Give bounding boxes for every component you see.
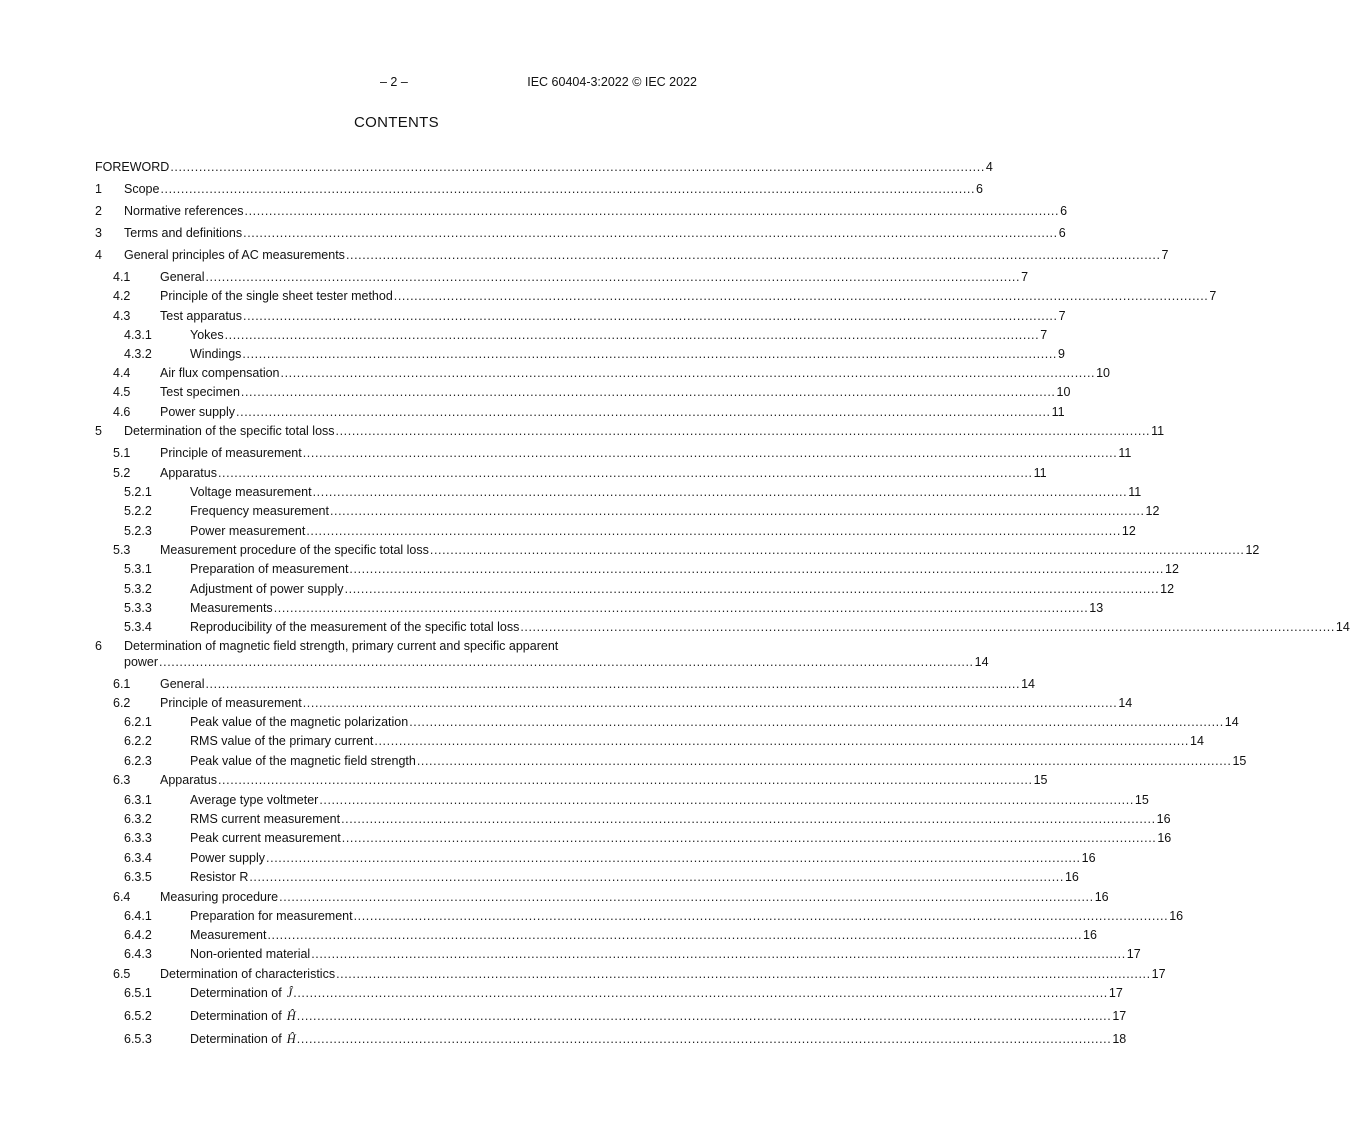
toc-entry-page: 7: [1040, 328, 1048, 342]
toc-entry-line: [190, 503, 1160, 519]
toc-entry[interactable]: [0, 288, 1217, 304]
toc-entry-number: 6.4.3: [124, 947, 152, 961]
toc-entry-number: 6.3.5: [124, 870, 152, 884]
toc-entry-number: 5.3.4: [124, 620, 152, 634]
toc-entry-line: [124, 654, 989, 670]
toc-entry[interactable]: [0, 561, 1179, 577]
toc-entry[interactable]: [0, 247, 1169, 263]
toc-entry[interactable]: [0, 714, 1239, 730]
toc-entry-number: 6.4: [113, 890, 131, 904]
toc-dot-leader: ........................................................................................................................................................................................................: [345, 248, 1161, 262]
toc-dot-leader: ........................................................................................................................................................................................................: [319, 793, 1134, 807]
toc-entry-line: [160, 676, 1035, 692]
toc-dot-leader: ........................................................................................................................................................................................................: [249, 870, 1064, 884]
toc-entry-page: 11: [1128, 485, 1142, 499]
toc-entry-label: Test apparatus: [160, 309, 242, 323]
toc-entry[interactable]: [0, 733, 1204, 749]
page-header-number: – 2 –: [380, 75, 408, 89]
toc-entry-line: [190, 561, 1179, 577]
toc-entry-line: [160, 384, 1071, 400]
toc-entry-label: Air flux compensation: [160, 366, 280, 380]
toc-entry[interactable]: [0, 465, 1047, 481]
toc-dot-leader: ........................................................................................................................................................................................................: [306, 524, 1121, 538]
toc-entry[interactable]: [0, 1008, 1127, 1024]
toc-dot-leader: ........................................................................................................................................................................................................: [170, 160, 985, 174]
toc-dot-leader: ........................................................................................................................................................................................................: [243, 309, 1058, 323]
toc-entry-label-line1: Determination of magnetic field strength, primary current and specific apparent: [124, 639, 559, 653]
toc-entry[interactable]: [0, 346, 1065, 362]
toc-entry[interactable]: [0, 811, 1171, 827]
toc-dot-leader: ........................................................................................................................................................................................................: [393, 289, 1209, 303]
toc-entry-line: [124, 423, 1165, 439]
toc-entry[interactable]: [0, 384, 1071, 400]
toc-entry-number: 5.3.1: [124, 562, 152, 576]
toc-dot-leader: ........................................................................................................................................................................................................: [335, 424, 1151, 438]
toc-entry[interactable]: [0, 927, 1097, 943]
toc-entry-page: 4: [985, 160, 993, 174]
toc-entry-page: 15: [1134, 793, 1149, 807]
toc-entry-line: [160, 445, 1132, 461]
toc-entry-label: Reproducibility of the measurement of the specific total loss: [190, 620, 520, 634]
toc-entry-label: Test specimen: [160, 385, 240, 399]
toc-entry-number: 5.3.3: [124, 601, 152, 615]
toc-entry-number: 2: [95, 204, 102, 218]
toc-entry-number: 6.2.3: [124, 754, 152, 768]
toc-entry-page: 16: [1169, 909, 1184, 923]
toc-entry-line: [190, 484, 1142, 500]
toc-entry-line: [190, 927, 1097, 943]
toc-entry[interactable]: [0, 423, 1165, 439]
toc-entry[interactable]: [0, 327, 1048, 343]
toc-entry-page: 12: [1160, 582, 1175, 596]
toc-entry-page: 9: [1058, 347, 1065, 361]
toc-entry[interactable]: [0, 523, 1136, 539]
toc-entry-line: [190, 1008, 1127, 1024]
toc-entry-label: Yokes: [190, 328, 224, 342]
toc-dot-leader: ........................................................................................................................................................................................................: [266, 851, 1081, 865]
toc-entry-line: [160, 404, 1065, 420]
toc-entry-label: Measurement procedure of the specific total loss: [160, 543, 429, 557]
toc-entry[interactable]: [0, 946, 1141, 962]
toc-entry-number: 6: [95, 639, 102, 653]
toc-entry-label: Frequency measurement: [190, 504, 329, 518]
toc-entry-symbol: Ĥ: [286, 1032, 296, 1046]
toc-entry-page: 16: [1094, 890, 1109, 904]
toc-entry-number: 6.3.2: [124, 812, 152, 826]
toc-entry-page: 14: [974, 655, 989, 669]
toc-dot-leader: ........................................................................................................................................................................................................: [217, 773, 1033, 787]
toc-entry-number: 6.1: [113, 677, 131, 691]
toc-dot-leader: ........................................................................................................................................................................................................: [409, 715, 1224, 729]
toc-entry-line: [190, 792, 1149, 808]
toc-entry[interactable]: [0, 676, 1035, 692]
toc-dot-leader: ........................................................................................................................................................................................................: [353, 909, 1169, 923]
toc-dot-leader: ........................................................................................................................................................................................................: [205, 677, 1021, 691]
toc-entry-page: 16: [1083, 928, 1097, 942]
toc-dot-leader: ........................................................................................................................................................................................................: [296, 1032, 1112, 1046]
toc-entry-label: Determination of the specific total loss: [124, 424, 335, 438]
toc-entry-label: Determination of characteristics: [160, 967, 336, 981]
toc-entry[interactable]: [0, 503, 1160, 519]
toc-entry-number: 5.2.2: [124, 504, 152, 518]
toc-entry-page: 14: [1224, 715, 1239, 729]
toc-entry-label: Power supply: [190, 851, 266, 865]
toc-entry-page: 16: [1157, 831, 1172, 845]
toc-entry[interactable]: [0, 484, 1142, 500]
toc-entry-line: [124, 203, 1068, 219]
toc-entry-number: 5.2.1: [124, 485, 152, 499]
toc-dot-leader: ........................................................................................................................................................................................................: [244, 204, 1060, 218]
toc-entry-page: 14: [1190, 734, 1204, 748]
toc-entry-label: power: [124, 655, 159, 669]
toc-entry-page: 12: [1145, 504, 1160, 518]
toc-entry-line: [190, 908, 1184, 924]
toc-entry-page: 11: [1151, 424, 1165, 438]
toc-entry-number: 6.5.3: [124, 1032, 152, 1046]
toc-entry-page: 11: [1033, 466, 1047, 480]
toc-dot-leader: ........................................................................................................................................................................................................: [205, 270, 1021, 284]
toc-entry-number: 5.3: [113, 543, 131, 557]
toc-entry-page: 7: [1161, 248, 1169, 262]
toc-dot-leader: ........................................................................................................................................................................................................: [160, 182, 976, 196]
toc-entry[interactable]: [0, 269, 1029, 285]
toc-entry-number: 6.5.1: [124, 986, 152, 1000]
toc-entry-page: 13: [1089, 601, 1104, 615]
toc-dot-leader: ........................................................................................................................................................................................................: [341, 831, 1157, 845]
toc-entry-number: 6.2: [113, 696, 131, 710]
toc-dot-leader: ........................................................................................................................................................................................................: [374, 734, 1189, 748]
toc-entry-line: [160, 288, 1217, 304]
toc-entry-line: [160, 695, 1133, 711]
toc-entry-number: 1: [95, 182, 102, 196]
toc-dot-leader: ........................................................................................................................................................................................................: [217, 466, 1033, 480]
toc-entry-line: [190, 619, 1350, 635]
toc-entry-line: [190, 600, 1104, 616]
toc-entry-page: 6: [1060, 204, 1068, 218]
toc-entry-line: [190, 581, 1175, 597]
toc-entry-page: 14: [1118, 696, 1133, 710]
toc-entry-label: Apparatus: [160, 466, 217, 480]
toc-entry-line: [160, 542, 1260, 558]
toc-entry-line: [190, 850, 1096, 866]
toc-entry[interactable]: [0, 830, 1172, 846]
toc-dot-leader: ........................................................................................................................................................................................................: [311, 947, 1126, 961]
toc-entry-number: 6.2.1: [124, 715, 152, 729]
toc-entry[interactable]: [0, 542, 1260, 558]
toc-dot-leader: ........................................................................................................................................................................................................: [312, 485, 1128, 499]
toc-entry-page: 12: [1121, 524, 1136, 538]
toc-entry-page: 12: [1165, 562, 1179, 576]
toc-entry-number: 6.3.3: [124, 831, 152, 845]
toc-entry[interactable]: [0, 869, 1079, 885]
toc-entry[interactable]: [0, 203, 1068, 219]
toc-entry[interactable]: [0, 966, 1166, 982]
toc-entry-number: 4.1: [113, 270, 131, 284]
toc-entry-number: 6.3.1: [124, 793, 152, 807]
toc-entry-label: Power supply: [160, 405, 236, 419]
toc-entry-number: 5.1: [113, 446, 131, 460]
toc-entry-number: 6.4.2: [124, 928, 152, 942]
toc-entry[interactable]: [0, 581, 1175, 597]
toc-entry-line: [160, 365, 1111, 381]
toc-entry-line: [190, 753, 1247, 769]
toc-entry[interactable]: [0, 792, 1149, 808]
toc-entry-label: RMS value of the primary current: [190, 734, 374, 748]
toc-entry-label: Normative references: [124, 204, 244, 218]
toc-entry-number: 6.5.2: [124, 1009, 152, 1023]
toc-entry-page: 17: [1126, 947, 1141, 961]
toc-entry-number: 4.2: [113, 289, 131, 303]
toc-dot-leader: ........................................................................................................................................................................................................: [296, 1009, 1112, 1023]
toc-entry-label: Principle of measurement: [160, 696, 302, 710]
toc-dot-leader: ........................................................................................................................................................................................................: [344, 582, 1160, 596]
toc-entry-line: [190, 523, 1136, 539]
toc-entry-label: Preparation of measurement: [190, 562, 349, 576]
toc-entry-label: Average type voltmeter: [190, 793, 319, 807]
toc-entry-page: 7: [1058, 309, 1066, 323]
toc-entry-number: 4.6: [113, 405, 131, 419]
toc-entry-label: Non-oriented material: [190, 947, 311, 961]
toc-entry-line: [190, 1031, 1127, 1047]
toc-entry-line: [190, 985, 1123, 1001]
toc-entry-page: 10: [1096, 366, 1111, 380]
toc-entry-page: 16: [1064, 870, 1079, 884]
toc-entry-page: 11: [1051, 405, 1065, 419]
toc-entry-symbol: Ĵ: [286, 986, 293, 1000]
toc-dot-leader: ........................................................................................................................................................................................................: [341, 812, 1156, 826]
toc-entry[interactable]: [0, 308, 1066, 324]
toc-dot-leader: ........................................................................................................................................................................................................: [302, 696, 1118, 710]
toc-entry-label: Measurements: [190, 601, 273, 615]
toc-entry-label: Terms and definitions: [124, 226, 243, 240]
toc-entry[interactable]: [0, 159, 993, 175]
toc-entry-number: 6.3: [113, 773, 131, 787]
toc-entry-page: 7: [1209, 289, 1217, 303]
toc-entry-label: Power measurement: [190, 524, 306, 538]
toc-entry-number: 6.5: [113, 967, 131, 981]
toc-entry-number: 4.5: [113, 385, 131, 399]
toc-entry-number: 4: [95, 248, 102, 262]
toc-entry[interactable]: [0, 908, 1184, 924]
toc-entry-label: Resistor R: [190, 870, 249, 884]
toc-entry-label: Measuring procedure: [160, 890, 279, 904]
toc-entry-page: 6: [976, 182, 983, 196]
toc-entry-page: 7: [1021, 270, 1029, 284]
toc-entry[interactable]: [0, 225, 1066, 241]
toc-entry-page: 18: [1112, 1032, 1127, 1046]
toc-entry-page: 15: [1232, 754, 1247, 768]
toc-entry-label: Apparatus: [160, 773, 217, 787]
toc-dot-leader: ........................................................................................................................................................................................................: [243, 226, 1058, 240]
toc-entry[interactable]: [0, 404, 1065, 420]
toc-entry-label: Adjustment of power supply: [190, 582, 344, 596]
toc-entry-label: Preparation for measurement: [190, 909, 353, 923]
toc-entry[interactable]: [0, 772, 1048, 788]
toc-entry-line: [95, 159, 993, 175]
toc-entry-label: FOREWORD: [95, 160, 170, 174]
toc-dot-leader: ........................................................................................................................................................................................................: [280, 366, 1096, 380]
toc-entry-label: Measurement: [190, 928, 267, 942]
toc-entry[interactable]: [0, 619, 1350, 635]
toc-dot-leader: ........................................................................................................................................................................................................: [329, 504, 1145, 518]
toc-entry-page: 12: [1245, 543, 1260, 557]
toc-entry[interactable]: [0, 181, 983, 197]
toc-dot-leader: ........................................................................................................................................................................................................: [273, 601, 1089, 615]
toc-dot-leader: ........................................................................................................................................................................................................: [520, 620, 1335, 634]
toc-entry-number: 4.3: [113, 309, 131, 323]
toc-entry-number: 4.4: [113, 366, 131, 380]
toc-dot-leader: ........................................................................................................................................................................................................: [224, 328, 1040, 342]
toc-entry[interactable]: [0, 695, 1133, 711]
toc-entry-number: 5.3.2: [124, 582, 152, 596]
toc-entry-line: [124, 181, 983, 197]
toc-entry-number: 5: [95, 424, 102, 438]
toc-entry-label: Determination of: [190, 986, 282, 1000]
toc-entry-page: 11: [1118, 446, 1132, 460]
page-header-standard: IEC 60404-3:2022 © IEC 2022: [527, 75, 697, 89]
toc-entry-page: 16: [1156, 812, 1171, 826]
toc-entry-number: 5.2: [113, 466, 131, 480]
toc-entry[interactable]: [0, 985, 1123, 1001]
toc-dot-leader: ........................................................................................................................................................................................................: [159, 655, 974, 669]
toc-entry-label: Determination of: [190, 1032, 282, 1046]
toc-dot-leader: ........................................................................................................................................................................................................: [240, 385, 1056, 399]
toc-entry-line: [190, 346, 1065, 362]
toc-entry-label: Determination of: [190, 1009, 282, 1023]
toc-entry-label: Peak value of the magnetic polarization: [190, 715, 409, 729]
toc-entry-page: 17: [1151, 967, 1166, 981]
page-title: CONTENTS: [354, 114, 439, 131]
toc-entry-number: 6.3.4: [124, 851, 152, 865]
toc-entry[interactable]: [0, 365, 1111, 381]
toc-entry[interactable]: [0, 445, 1132, 461]
toc-dot-leader: ........................................................................................................................................................................................................: [416, 754, 1232, 768]
toc-entry-label: General principles of AC measurements: [124, 248, 345, 262]
toc-entry-page: 17: [1112, 1009, 1127, 1023]
toc-dot-leader: ........................................................................................................................................................................................................: [279, 890, 1094, 904]
toc-entry-line: [160, 465, 1047, 481]
toc-entry-label: Principle of the single sheet tester method: [160, 289, 393, 303]
toc-entry-page: 16: [1081, 851, 1096, 865]
toc-entry-number: 5.2.3: [124, 524, 152, 538]
toc-entry-page: 17: [1108, 986, 1123, 1000]
toc-entry-label: Peak value of the magnetic field strength: [190, 754, 416, 768]
toc-entry-line: [160, 772, 1048, 788]
toc-entry-page: 14: [1335, 620, 1350, 634]
toc-entry[interactable]: [0, 1031, 1127, 1047]
toc-entry[interactable]: [0, 600, 1104, 616]
toc-entry-label: General: [160, 677, 205, 691]
toc-entry-line: [190, 946, 1141, 962]
toc-entry-number: 6.2.2: [124, 734, 152, 748]
toc-entry[interactable]: [0, 889, 1109, 905]
toc-entry-label: Scope: [124, 182, 160, 196]
toc-dot-leader: ........................................................................................................................................................................................................: [267, 928, 1083, 942]
toc-entry-page: 15: [1033, 773, 1048, 787]
toc-entry[interactable]: [0, 753, 1247, 769]
toc-entry-number: 4.3.2: [124, 347, 152, 361]
toc-entry-label: General: [160, 270, 205, 284]
toc-entry-line: [190, 830, 1172, 846]
toc-entry-label: Peak current measurement: [190, 831, 341, 845]
toc-entry-line: [190, 733, 1204, 749]
toc-dot-leader: ........................................................................................................................................................................................................: [293, 986, 1108, 1000]
toc-entry[interactable]: [0, 639, 989, 670]
toc-entry-line: [124, 247, 1169, 263]
toc-entry-label: Voltage measurement: [190, 485, 312, 499]
toc-dot-leader: ........................................................................................................................................................................................................: [236, 405, 1051, 419]
toc-dot-leader: ........................................................................................................................................................................................................: [302, 446, 1118, 460]
toc-entry-number: 6.4.1: [124, 909, 152, 923]
toc-entry-page: 14: [1021, 677, 1035, 691]
toc-entry-label: RMS current measurement: [190, 812, 341, 826]
toc-dot-leader: ........................................................................................................................................................................................................: [429, 543, 1245, 557]
toc-entry-line: [160, 269, 1029, 285]
toc-dot-leader: ........................................................................................................................................................................................................: [349, 562, 1165, 576]
toc-entry-line: [160, 308, 1066, 324]
toc-entry-number: 4.3.1: [124, 328, 152, 342]
toc-entry-line: [124, 225, 1066, 241]
toc-entry-line: [160, 966, 1166, 982]
toc-dot-leader: ........................................................................................................................................................................................................: [242, 347, 1058, 361]
toc-entry-page: 6: [1058, 226, 1066, 240]
toc-entry-number: 3: [95, 226, 102, 240]
toc-entry-line: [190, 327, 1048, 343]
toc-dot-leader: ........................................................................................................................................................................................................: [336, 967, 1151, 981]
toc-entry-page: 10: [1056, 385, 1071, 399]
toc-entry[interactable]: [0, 850, 1096, 866]
toc-entry-symbol: Ĥ: [286, 1009, 296, 1023]
toc-entry-line: [160, 889, 1109, 905]
toc-entry-line: [190, 811, 1171, 827]
toc-entry-label: Principle of measurement: [160, 446, 302, 460]
toc-entry-label: Windings: [190, 347, 242, 361]
toc-entry-line: [190, 714, 1239, 730]
toc-entry-line: [190, 869, 1079, 885]
